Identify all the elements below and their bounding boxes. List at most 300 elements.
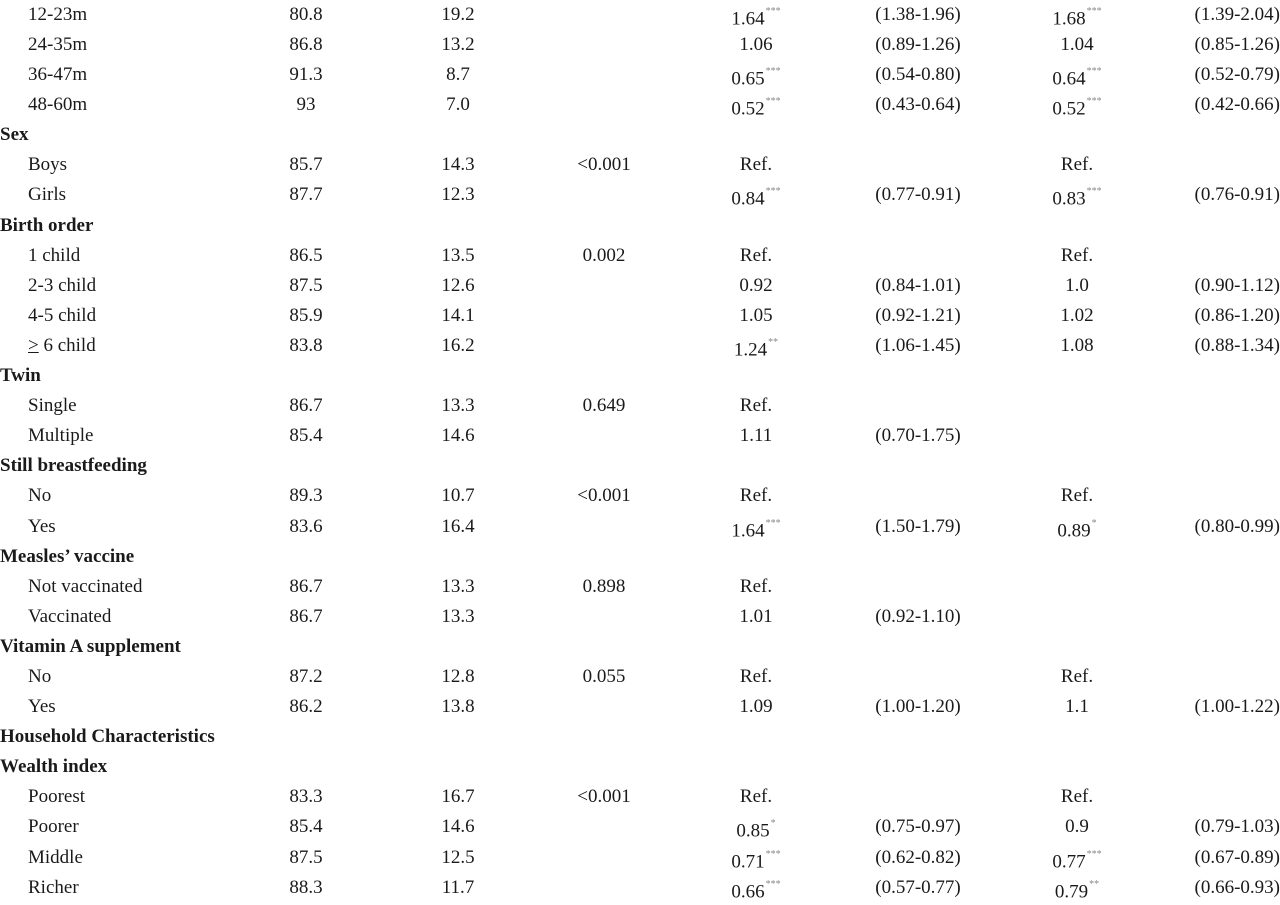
unadjusted-or-cell-value: Ref. [739, 154, 773, 176]
section-header-row [0, 752, 1280, 782]
section-header-label: Household Characteristics [0, 726, 215, 748]
adjusted-ci-cell-value: (1.39-2.04) [1194, 4, 1280, 25]
percent-no-cell-value: 87.7 [289, 184, 323, 206]
percent-yes-cell-value: 16.7 [441, 786, 475, 808]
row-label: 1 child [28, 244, 81, 266]
adjusted-ci-cell [1168, 875, 1280, 901]
significance-marker: *** [1086, 66, 1102, 78]
adjusted-or-cell-value: 1.02 [1060, 304, 1094, 326]
percent-no-cell [268, 333, 344, 359]
percent-no-cell [268, 875, 344, 901]
significance-marker: *** [765, 96, 781, 108]
percent-no-cell-value: 85.9 [289, 304, 323, 326]
percent-yes-cell [420, 694, 496, 720]
row-label: Single [28, 395, 77, 417]
unadjusted-ci-cell-value: (0.54-0.80) [875, 64, 961, 86]
table-row [0, 60, 1280, 90]
adjusted-or-cell [1030, 845, 1124, 875]
adjusted-or-cell [1030, 333, 1124, 359]
percent-yes-cell-value: 14.6 [441, 425, 475, 447]
unadjusted-or-cell-value: 1.64 [731, 519, 765, 541]
unadjusted-or-cell [712, 243, 800, 269]
table-row [0, 512, 1280, 542]
adjusted-or-cell-value: Ref. [1060, 154, 1094, 176]
percent-no-cell-value: 85.4 [289, 816, 323, 838]
row-label: Middle [28, 846, 83, 868]
unadjusted-ci-cell-value: (0.62-0.82) [875, 846, 961, 868]
unadjusted-ci-cell [848, 845, 988, 871]
row-label: Yes [28, 515, 56, 537]
row-label: Boys [28, 154, 68, 176]
percent-yes-cell-value: 12.8 [441, 665, 475, 687]
table-row [0, 391, 1280, 421]
table-row [0, 90, 1280, 120]
p-value-cell [560, 152, 648, 178]
percent-yes-cell-value: 19.2 [441, 4, 475, 25]
unadjusted-ci-cell-value: (1.50-1.79) [875, 515, 961, 537]
percent-yes-cell-value: 16.4 [441, 515, 475, 537]
percent-no-cell-value: 83.6 [289, 515, 323, 537]
table-row [0, 301, 1280, 331]
percent-no-cell [268, 423, 344, 449]
section-header-label: Still breastfeeding [0, 455, 147, 477]
unadjusted-or-cell [712, 574, 800, 600]
percent-no-cell [268, 784, 344, 810]
percent-no-cell-value: 93 [296, 94, 316, 116]
percent-yes-cell [420, 875, 496, 901]
adjusted-ci-cell [1168, 273, 1280, 299]
percent-yes-cell-value: 13.3 [441, 575, 475, 597]
unadjusted-or-cell-value: Ref. [739, 485, 773, 507]
percent-no-cell [268, 664, 344, 690]
adjusted-or-cell [1030, 303, 1124, 329]
unadjusted-ci-cell [848, 2, 988, 28]
table-row [0, 421, 1280, 451]
adjusted-ci-cell [1168, 32, 1280, 58]
unadjusted-ci-cell [848, 814, 988, 840]
adjusted-ci-cell [1168, 694, 1280, 720]
section-header-row [0, 632, 1280, 662]
table-row [0, 873, 1280, 903]
unadjusted-ci-cell-value: (0.92-1.21) [875, 304, 961, 326]
adjusted-ci-cell-value: (1.00-1.22) [1194, 696, 1280, 718]
row-label-text: 6 child [38, 334, 96, 356]
percent-yes-cell-value: 8.7 [446, 64, 470, 86]
percent-yes-cell-value: 13.3 [441, 395, 475, 417]
adjusted-or-cell [1030, 514, 1124, 544]
percent-no-cell [268, 483, 344, 509]
percent-yes-cell [420, 303, 496, 329]
unadjusted-ci-cell [848, 423, 988, 449]
unadjusted-or-cell [712, 875, 800, 905]
unadjusted-ci-cell [848, 604, 988, 630]
percent-yes-cell-value: 10.7 [441, 485, 475, 507]
percent-yes-cell [420, 784, 496, 810]
percent-no-cell [268, 152, 344, 178]
percent-no-cell [268, 32, 344, 58]
adjusted-or-cell-value: 0.79 [1054, 880, 1089, 902]
adjusted-ci-cell-value: (0.67-0.89) [1194, 846, 1280, 868]
percent-no-cell [268, 574, 344, 600]
percent-no-cell [268, 845, 344, 871]
percent-no-cell-value: 80.8 [289, 4, 323, 25]
adjusted-or-cell-value: Ref. [1060, 786, 1094, 808]
unadjusted-or-cell [712, 423, 800, 449]
adjusted-ci-cell-value: (0.90-1.12) [1194, 274, 1280, 296]
percent-yes-cell [420, 664, 496, 690]
percent-no-cell [268, 243, 344, 269]
unadjusted-ci-cell [848, 303, 988, 329]
p-value-cell [560, 243, 648, 269]
adjusted-or-cell [1030, 243, 1124, 269]
table-row [0, 241, 1280, 271]
unadjusted-or-cell-value: 1.01 [739, 605, 773, 627]
table-row [0, 572, 1280, 602]
percent-no-cell-value: 88.3 [289, 876, 323, 898]
significance-marker: *** [765, 186, 781, 198]
adjusted-ci-cell [1168, 303, 1280, 329]
unadjusted-ci-cell-value: (1.00-1.20) [875, 696, 961, 718]
significance-marker: ** [768, 336, 779, 348]
adjusted-or-cell-value: Ref. [1060, 244, 1094, 266]
adjusted-ci-cell-value: (0.52-0.79) [1194, 64, 1280, 86]
unadjusted-or-cell [712, 664, 800, 690]
unadjusted-or-cell-value: 0.65 [731, 68, 765, 90]
percent-yes-cell-value: 14.1 [441, 304, 475, 326]
table-row [0, 481, 1280, 511]
unadjusted-ci-cell-value: (0.57-0.77) [875, 876, 961, 898]
unadjusted-or-cell [712, 303, 800, 329]
unadjusted-or-cell-value: 1.64 [731, 8, 765, 30]
section-header-label: Sex [0, 124, 29, 146]
percent-no-cell-value: 86.7 [289, 575, 323, 597]
unadjusted-or-cell-value: 0.92 [739, 274, 773, 296]
p-value-cell [560, 784, 648, 810]
unadjusted-ci-cell-value: (1.38-1.96) [875, 4, 961, 25]
unadjusted-or-cell [712, 2, 800, 32]
percent-yes-cell [420, 333, 496, 359]
row-label: Vaccinated [28, 605, 112, 627]
table-row [0, 602, 1280, 632]
percent-yes-cell-value: 7.0 [446, 94, 470, 116]
p-value-cell-value: 0.649 [582, 395, 626, 417]
row-label: 12-23m [28, 4, 88, 25]
unadjusted-ci-cell-value: (0.84-1.01) [875, 274, 961, 296]
percent-yes-cell-value: 12.6 [441, 274, 475, 296]
adjusted-ci-cell [1168, 333, 1280, 359]
section-header-row [0, 361, 1280, 391]
unadjusted-or-cell-value: 1.06 [739, 34, 773, 55]
adjusted-or-cell [1030, 814, 1124, 840]
adjusted-or-cell [1030, 784, 1124, 810]
section-header-label: Vitamin A supplement [0, 635, 181, 657]
adjusted-or-cell [1030, 182, 1124, 212]
adjusted-ci-cell-value: (0.42-0.66) [1194, 94, 1280, 116]
percent-no-cell [268, 2, 344, 28]
unadjusted-ci-cell [848, 694, 988, 720]
percent-yes-cell-value: 14.6 [441, 816, 475, 838]
unadjusted-or-cell [712, 333, 800, 363]
percent-no-cell [268, 514, 344, 540]
unadjusted-ci-cell-value: (0.75-0.97) [875, 816, 961, 838]
unadjusted-or-cell-value: 0.52 [731, 98, 765, 120]
unadjusted-or-cell [712, 514, 800, 544]
unadjusted-or-cell-value: Ref. [739, 786, 773, 808]
percent-no-cell-value: 86.7 [289, 395, 323, 417]
unadjusted-or-cell-value: 0.84 [731, 188, 765, 210]
percent-no-cell-value: 87.5 [289, 274, 323, 296]
percent-yes-cell [420, 92, 496, 118]
unadjusted-ci-cell-value: (1.06-1.45) [875, 334, 961, 356]
adjusted-ci-cell-value: (0.80-0.99) [1194, 515, 1280, 537]
percent-yes-cell [420, 574, 496, 600]
adjusted-ci-cell [1168, 814, 1280, 840]
row-label: Multiple [28, 425, 94, 447]
section-header-row [0, 211, 1280, 241]
adjusted-or-cell-value: 1.68 [1052, 8, 1086, 30]
table-row [0, 30, 1280, 60]
significance-marker: ** [1089, 878, 1100, 890]
percent-no-cell [268, 62, 344, 88]
percent-no-cell-value: 86.2 [289, 696, 323, 718]
adjusted-ci-cell-value: (0.85-1.26) [1194, 34, 1280, 55]
row-label: 48-60m [28, 94, 88, 116]
percent-yes-cell [420, 243, 496, 269]
unadjusted-or-cell [712, 92, 800, 122]
unadjusted-or-cell-value: 0.85 [736, 820, 770, 842]
adjusted-or-cell-value: 0.9 [1065, 816, 1089, 838]
row-label: Poorer [28, 816, 79, 838]
adjusted-ci-cell-value: (0.79-1.03) [1194, 816, 1280, 838]
percent-yes-cell-value: 13.8 [441, 696, 475, 718]
adjusted-ci-cell-value: (0.86-1.20) [1194, 304, 1280, 326]
significance-marker: *** [765, 848, 781, 860]
percent-no-cell [268, 273, 344, 299]
percent-yes-cell-value: 16.2 [441, 334, 475, 356]
unadjusted-or-cell [712, 152, 800, 178]
p-value-cell-value: 0.002 [582, 244, 626, 266]
significance-marker: *** [765, 66, 781, 78]
table-row [0, 812, 1280, 842]
table-row [0, 662, 1280, 692]
unadjusted-or-cell-value: Ref. [739, 395, 773, 417]
table-row [0, 150, 1280, 180]
adjusted-or-cell-value: 0.83 [1052, 188, 1086, 210]
percent-yes-cell [420, 604, 496, 630]
section-header-row [0, 722, 1280, 752]
percent-yes-cell [420, 2, 496, 28]
adjusted-ci-cell-value: (0.88-1.34) [1194, 334, 1280, 356]
row-label: Richer [28, 876, 79, 898]
adjusted-or-cell-value: 0.89 [1057, 519, 1091, 541]
percent-yes-cell-value: 11.7 [441, 876, 475, 898]
p-value-cell [560, 574, 648, 600]
unadjusted-or-cell [712, 32, 800, 58]
percent-yes-cell [420, 62, 496, 88]
adjusted-ci-cell [1168, 514, 1280, 540]
row-label: 4-5 child [28, 304, 97, 326]
section-header-row [0, 542, 1280, 572]
p-value-cell [560, 664, 648, 690]
unadjusted-or-cell [712, 483, 800, 509]
unadjusted-ci-cell-value: (0.43-0.64) [875, 94, 961, 116]
percent-yes-cell [420, 514, 496, 540]
percent-no-cell [268, 604, 344, 630]
percent-yes-cell [420, 32, 496, 58]
percent-yes-cell [420, 182, 496, 208]
unadjusted-ci-cell [848, 92, 988, 118]
p-value-cell-value: <0.001 [577, 485, 631, 507]
percent-no-cell [268, 182, 344, 208]
section-header-label: Twin [0, 365, 41, 387]
percent-no-cell [268, 814, 344, 840]
unadjusted-or-cell [712, 182, 800, 212]
percent-yes-cell-value: 14.3 [441, 154, 475, 176]
unadjusted-or-cell [712, 814, 800, 844]
percent-yes-cell-value: 13.2 [441, 34, 475, 55]
adjusted-or-cell [1030, 92, 1124, 122]
unadjusted-or-cell [712, 845, 800, 875]
adjusted-or-cell [1030, 694, 1124, 720]
significance-marker: * [770, 818, 776, 830]
significance-marker: *** [1086, 96, 1102, 108]
row-label: 36-47m [28, 64, 88, 86]
adjusted-or-cell-value: 1.08 [1060, 334, 1094, 356]
significance-marker: *** [1086, 6, 1102, 17]
unadjusted-or-cell-value: Ref. [739, 575, 773, 597]
unadjusted-ci-cell-value: (0.89-1.26) [875, 34, 961, 55]
unadjusted-ci-cell-value: (0.70-1.75) [875, 425, 961, 447]
unadjusted-ci-cell [848, 32, 988, 58]
p-value-cell-value: 0.055 [582, 665, 626, 687]
table-row [0, 692, 1280, 722]
unadjusted-ci-cell [848, 333, 988, 359]
unadjusted-or-cell-value: 0.66 [731, 880, 765, 902]
significance-marker: *** [765, 878, 781, 890]
adjusted-or-cell-value: 0.52 [1052, 98, 1086, 120]
unadjusted-or-cell [712, 604, 800, 630]
adjusted-or-cell [1030, 273, 1124, 299]
unadjusted-ci-cell [848, 514, 988, 540]
percent-yes-cell [420, 273, 496, 299]
percent-no-cell-value: 87.5 [289, 846, 323, 868]
percent-no-cell-value: 91.3 [289, 64, 323, 86]
unadjusted-or-cell-value: Ref. [739, 244, 773, 266]
unadjusted-or-cell [712, 694, 800, 720]
row-label: No [28, 485, 52, 507]
adjusted-or-cell [1030, 152, 1124, 178]
percent-no-cell-value: 86.8 [289, 34, 323, 55]
table-row [0, 782, 1280, 812]
percent-yes-cell [420, 152, 496, 178]
adjusted-or-cell-value: Ref. [1060, 485, 1094, 507]
adjusted-ci-cell-value: (0.66-0.93) [1194, 876, 1280, 898]
adjusted-or-cell [1030, 32, 1124, 58]
unadjusted-or-cell [712, 273, 800, 299]
percent-no-cell [268, 393, 344, 419]
unadjusted-ci-cell [848, 62, 988, 88]
percent-yes-cell [420, 393, 496, 419]
table-row [0, 180, 1280, 210]
p-value-cell-value: 0.898 [582, 575, 626, 597]
unadjusted-or-cell [712, 784, 800, 810]
adjusted-ci-cell [1168, 182, 1280, 208]
row-label: Yes [28, 696, 56, 718]
p-value-cell [560, 483, 648, 509]
percent-no-cell-value: 83.8 [289, 334, 323, 356]
unadjusted-ci-cell [848, 182, 988, 208]
adjusted-or-cell-value: 1.1 [1065, 696, 1089, 718]
percent-yes-cell [420, 845, 496, 871]
percent-no-cell-value: 89.3 [289, 485, 323, 507]
significance-marker: *** [765, 6, 781, 17]
unadjusted-ci-cell-value: (0.92-1.10) [875, 605, 961, 627]
adjusted-or-cell-value: 0.64 [1052, 68, 1086, 90]
table-row [0, 331, 1280, 361]
adjusted-ci-cell [1168, 92, 1280, 118]
adjusted-or-cell [1030, 62, 1124, 92]
adjusted-or-cell-value: Ref. [1060, 665, 1094, 687]
unadjusted-or-cell-value: 1.05 [739, 304, 773, 326]
unadjusted-ci-cell-value: (0.77-0.91) [875, 184, 961, 206]
percent-yes-cell [420, 814, 496, 840]
section-header-row [0, 120, 1280, 150]
percent-yes-cell-value: 13.3 [441, 605, 475, 627]
p-value-cell-value: <0.001 [577, 786, 631, 808]
adjusted-ci-cell [1168, 845, 1280, 871]
unadjusted-or-cell-value: Ref. [739, 665, 773, 687]
percent-no-cell-value: 86.5 [289, 244, 323, 266]
row-label: 2-3 child [28, 274, 97, 296]
section-header-row [0, 451, 1280, 481]
row-label [28, 333, 96, 359]
significance-marker: * [1091, 517, 1097, 529]
row-label-prefix: > [28, 334, 39, 356]
section-header-label: Wealth index [0, 756, 108, 778]
adjusted-ci-cell-value: (0.76-0.91) [1194, 184, 1280, 206]
table-row [0, 0, 1280, 30]
percent-no-cell-value: 87.2 [289, 665, 323, 687]
significance-marker: *** [1086, 186, 1102, 198]
percent-yes-cell-value: 13.5 [441, 244, 475, 266]
table-row [0, 271, 1280, 301]
row-label: Poorest [28, 786, 85, 808]
significance-marker: *** [1086, 848, 1102, 860]
adjusted-or-cell-value: 0.77 [1052, 850, 1086, 872]
adjusted-or-cell [1030, 664, 1124, 690]
percent-no-cell [268, 92, 344, 118]
p-value-cell-value: <0.001 [577, 154, 631, 176]
table-row [0, 843, 1280, 873]
adjusted-or-cell [1030, 483, 1124, 509]
percent-no-cell [268, 303, 344, 329]
adjusted-or-cell-value: 1.04 [1060, 34, 1094, 55]
adjusted-or-cell [1030, 2, 1124, 32]
unadjusted-or-cell-value: 1.11 [739, 425, 773, 447]
percent-no-cell-value: 85.4 [289, 425, 323, 447]
adjusted-or-cell-value: 1.0 [1065, 274, 1089, 296]
adjusted-or-cell [1030, 875, 1124, 905]
percent-no-cell-value: 83.3 [289, 786, 323, 808]
percent-no-cell [268, 694, 344, 720]
percent-yes-cell [420, 423, 496, 449]
percent-yes-cell [420, 483, 496, 509]
unadjusted-or-cell-value: 1.24 [733, 339, 768, 361]
row-label: 24-35m [28, 34, 88, 55]
percent-yes-cell-value: 12.3 [441, 184, 475, 206]
unadjusted-or-cell-value: 1.09 [739, 696, 773, 718]
significance-marker: *** [765, 517, 781, 529]
